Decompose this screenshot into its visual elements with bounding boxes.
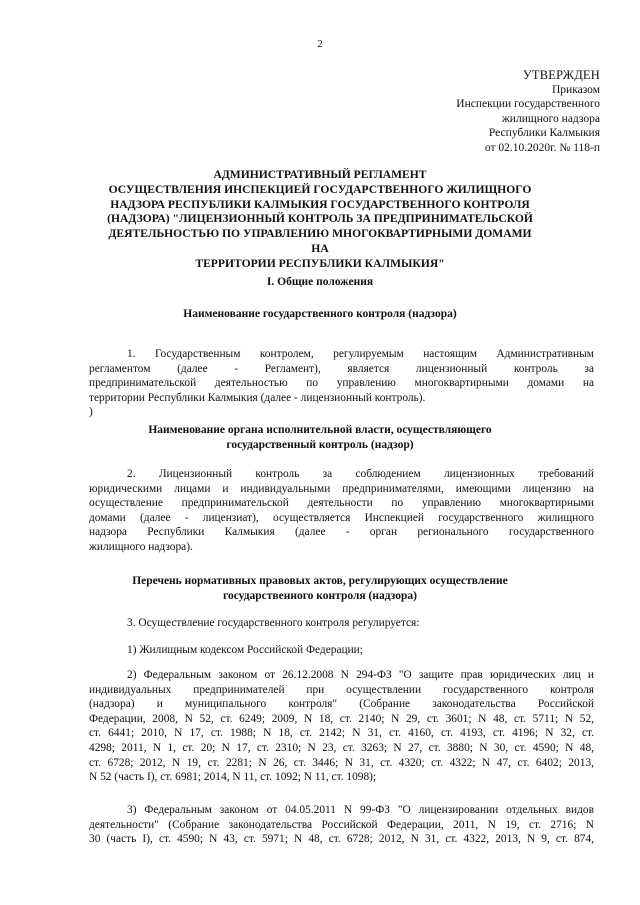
paragraph-2 (89, 467, 594, 555)
text-line: Федерации, 2008, N 52, ст. 6249; 2009, N 18, ст. 2140; N 29, ст. 3601; N 48, ст. 5711; N 52, (89, 712, 594, 725)
text-line: территории Республики Калмыкия (далее - лицензионный контроль). (89, 391, 426, 404)
list-item-1 (89, 643, 594, 658)
approval-line: Приказом (551, 83, 600, 96)
text-line: индивидуальных предпринимателей при осуществлении государственного контроля (89, 683, 594, 696)
title-line: ОСУЩЕСТВЛЕНИЯ ИНСПЕКЦИЕЙ ГОСУДАРСТВЕННОГО ЖИЛИЩНОГО (108, 182, 532, 196)
paragraph-1 (89, 347, 594, 420)
title-line: (НАДЗОРА) "ЛИЦЕНЗИОННЫЙ КОНТРОЛЬ ЗА ПРЕДПРИНИМАТЕЛЬСКОЙ (107, 212, 533, 226)
approval-line: Республики Калмыкия (488, 127, 600, 140)
text-line: предпринимательской деятельностью по управлению многоквартирными домами на (89, 377, 594, 390)
approval-date: от 02.10.2020г. № 118-п (484, 141, 600, 154)
page-number: 2 (317, 38, 323, 50)
text-line: домами (далее - лицензиат), осуществляется Инспекцией государственного жилищного (89, 511, 594, 524)
title-line: НАДЗОРА РЕСПУБЛИКИ КАЛМЫКИЯ ГОСУДАРСТВЕННОГО КОНТРОЛЯ (110, 197, 530, 211)
text-line: ст. 6441; 2010, N 17, ст. 1988; N 18, ст. 2142; N 31, ст. 4160, ст. 4193, ст. 4196; N 32, ст. (89, 727, 594, 740)
list-item-3 (89, 803, 594, 847)
text-line: регламентом (далее - Регламент), является лицензионный контроль за (89, 362, 594, 375)
text-line: 3) Федеральным законом от 04.05.2011 N 99-ФЗ "О лицензировании отдельных видов (127, 804, 594, 816)
text-line: N 52 (часть I), ст. 6981; 2014, N 11, ст. 1092; N 11, ст. 1098); (89, 771, 377, 784)
approval-heading: УТВЕРЖДЕН (522, 68, 600, 82)
text-line: 2. Лицензионный контроль за соблюдением лицензионных требований (127, 468, 594, 480)
title-line: ДЕЯТЕЛЬНОСТЬЮ ПО УПРАВЛЕНИЮ МНОГОКВАРТИРНЫМИ ДОМАМИ НА (108, 227, 532, 255)
section-heading: I. Общие положения (266, 276, 374, 288)
approval-block (360, 68, 600, 156)
text-line: надзора Республики Калмыкия (далее - орган регионального государственного (89, 526, 594, 539)
document-title (100, 168, 540, 272)
list-item-2 (89, 668, 594, 785)
title-line: ТЕРРИТОРИИ РЕСПУБЛИКИ КАЛМЫКИЯ" (195, 256, 445, 270)
text-line: ст. 6728; 2012, N 19, ст. 2281; N 26, ст. 3446; N 31, ст. 4320; ст. 4322; N 47, ст. 6402; 2013, (89, 756, 594, 769)
text-line: 30 (часть I), ст. 4590; N 43, ст. 5971; N 48, ст. 6728; 2012, N 31, ст. 4322, 2013, N 9, ст. 874, (89, 833, 594, 846)
title-line: АДМИНИСТРАТИВНЫЙ РЕГЛАМЕНТ (213, 168, 427, 181)
text-line: осуществление предпринимательской деятельности по управлению многоквартирными (89, 497, 594, 510)
text-line: 1. Государственным контролем, регулируемым настоящим Административным (127, 348, 594, 360)
text-line: (надзора) и муниципального контроля" (Собрание законодательства Российской (89, 698, 594, 711)
paragraph-3 (89, 616, 594, 631)
subheading-legal-acts (90, 574, 550, 604)
approval-line: Инспекции государственного (456, 98, 600, 111)
subheading-organ (90, 423, 550, 453)
text-line: 2) Федеральным законом от 26.12.2008 N 294-ФЗ "О защите прав юридических лиц и (127, 669, 594, 681)
subheading-line: Перечень нормативных правовых актов, регулирующих осуществление (132, 575, 508, 587)
text-line: 4298; 2011, N 1, ст. 20; N 17, ст. 2310; N 23, ст. 3263; N 27, ст. 3880; N 30, ст. 4590; N 48, (89, 741, 594, 754)
text-line: 3. Осуществление государственного контроля регулируется: (127, 617, 420, 629)
subheading-control-name: Наименование государственного контроля (надзора) (183, 308, 457, 320)
text-line: юридическими лицами и индивидуальными предпринимателями, имеющими лицензию на (89, 482, 594, 495)
subheading-line: государственный контроль (надзор) (226, 439, 414, 451)
text-line: деятельности" (Собрание законодательства Российской Федерации, 2011, N 19, ст. 2716; N (89, 818, 594, 831)
subheading-line: Наименование органа исполнительной власти, осуществляющего (148, 424, 492, 436)
text-line: 1) Жилищным кодексом Российской Федерации; (127, 644, 363, 656)
approval-line: жилищного надзора (501, 112, 600, 125)
subheading-line: государственного контроля (надзора) (223, 590, 417, 602)
text-line: жилищного надзора). (89, 540, 193, 553)
text-line: ) (89, 406, 93, 419)
